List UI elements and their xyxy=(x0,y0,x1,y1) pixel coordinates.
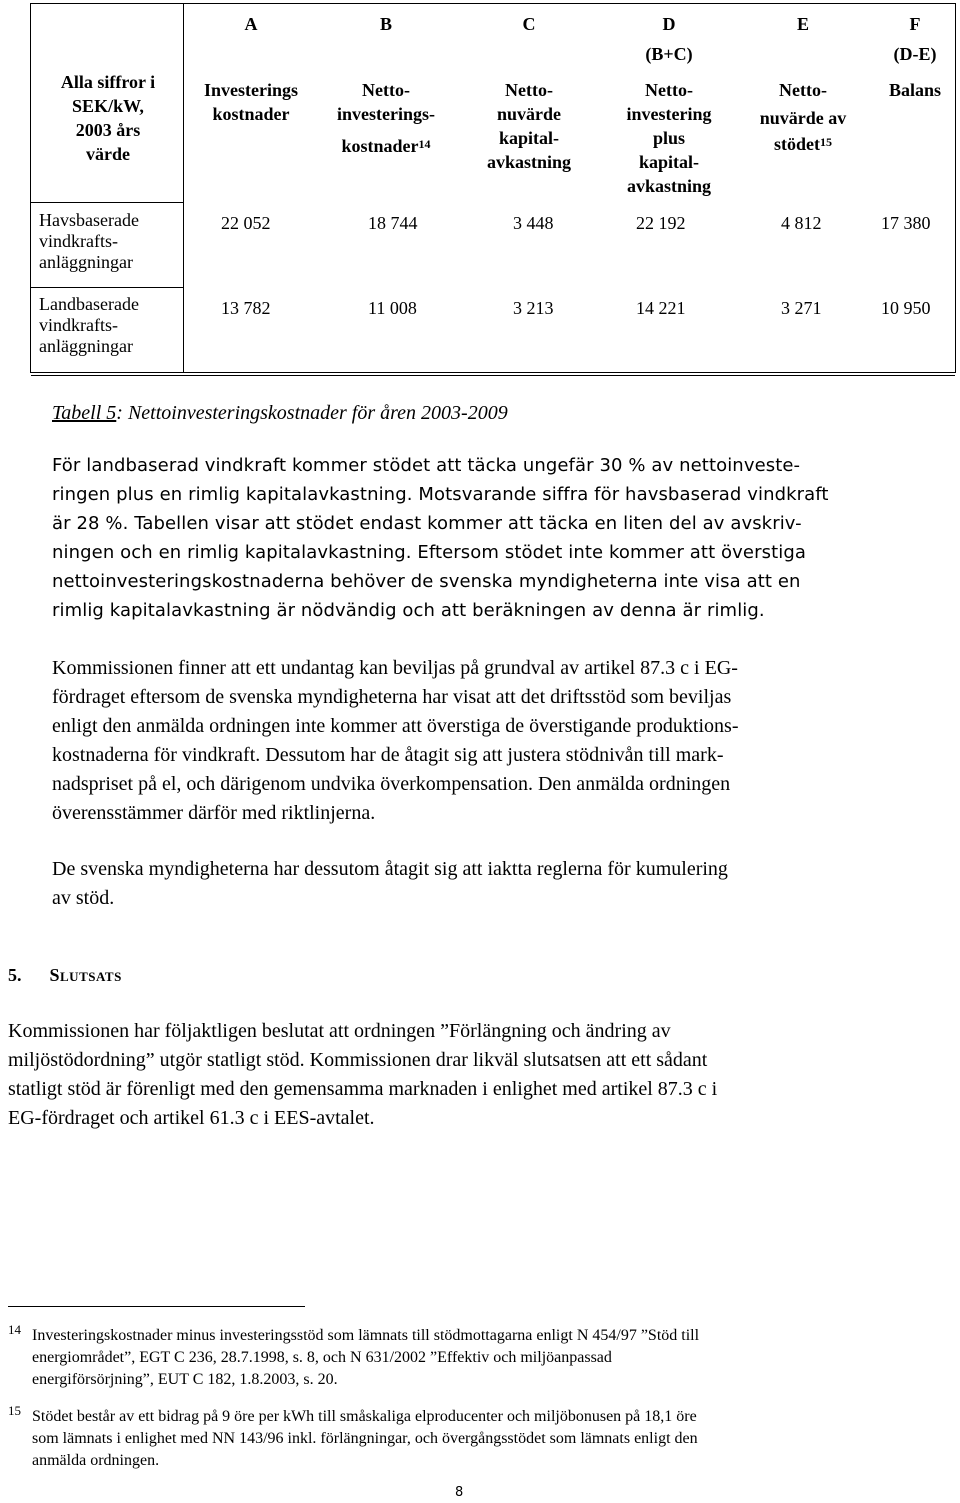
cell-offshore-f: 17 380 xyxy=(881,213,931,233)
footnote-ref-15: 15 xyxy=(820,135,832,149)
col-header-b: Netto- investerings- kostnader$^{14}$ xyxy=(337,80,435,156)
col-letter-f: F xyxy=(909,14,921,34)
cell-offshore-e: 4 812 xyxy=(781,213,822,233)
col-letter-e: E xyxy=(796,14,809,34)
cell-offshore-a: 22 052 xyxy=(221,213,271,233)
table-caption: Tabell 5: Nettoinvesteringskostnader för åren 2003-2009 xyxy=(52,402,508,424)
footnote-15: 15 Stödet består av ett bidrag på 9 öre per kWh till småskaliga elproducenter och miljöbonusen på 18,1 öre som lämnats i enlighet med NN 143/96 inkl. förlängningar, och övergångsstödet som lämnats enligt den anmälda ordningen. xyxy=(8,1403,698,1469)
cell-onshore-f: 10 950 xyxy=(881,298,931,318)
cell-onshore-b: 11 008 xyxy=(368,298,417,318)
col-formula-d: (B+C) xyxy=(645,44,693,64)
row-divider xyxy=(31,287,183,288)
col-header-a: Investerings kostnader xyxy=(204,80,298,124)
paragraph-cumulation: De svenska myndigheterna har dessutom åtagit sig att iaktta reglerna för kumulering av stöd. xyxy=(52,858,728,909)
footnote-14: 14 Investeringskostnader minus investeringsstöd som lämnats till stödmottagarna enligt N 454/97 ”Stöd till energiområdet”, EGT C 236, 28.7.1998, s. 8, och N 631/2002 ”Effektiv och miljöanpassad energiförsörjning”, EUT C 182, 1.8.2003, s. 20. xyxy=(8,1322,700,1388)
section-heading: 5. Slutsats xyxy=(8,965,122,985)
cell-onshore-e: 3 271 xyxy=(781,298,822,318)
col-letter-a: A xyxy=(244,14,258,34)
col-letter-c: C xyxy=(522,14,536,34)
paragraph-exemption: Kommissionen finner att ett undantag kan beviljas på grundval av artikel 87.3 c i EG- fördraget eftersom de svenska myndigheterna har visat att det driftsstöd som beviljas enligt den anmälda ordningen inte kommer att överstiga de överstigande produktions- kostnaderna för vindkraft. Dessutom har de åtagit sig att justera stödnivån till mark- nadspriset på el, och därigenom undvika överkompensation. Den anmälda ordningen överensstämmer därför med riktlinjerna. xyxy=(52,657,739,824)
row-label-onshore: Landbaserade vindkrafts- anläggningar xyxy=(39,294,139,356)
row-label-offshore: Havsbaserade vindkrafts- anläggningar xyxy=(39,210,139,272)
cell-onshore-a: 13 782 xyxy=(221,298,271,318)
cost-table xyxy=(30,3,956,373)
cell-offshore-c: 3 448 xyxy=(513,213,554,233)
cell-offshore-d: 22 192 xyxy=(636,213,686,233)
table-corner-label: Alla siffror i SEK/kW, 2003 års värde xyxy=(60,72,156,164)
footnote-ref-14: 14 xyxy=(418,137,431,151)
row-divider xyxy=(31,202,183,203)
paragraph-support-coverage: För landbaserad vindkraft kommer stödet att täcka ungefär 30 % av nettoinveste- ringen plus en rimlig kapitalavkastning. Motsvarande siffra för havsbaserad vindkraft är 28 %. Tabellen visar att stödet endast kommer att täcka en liten del av avskriv- ningen och en rimlig kapitalavkastning. Eftersom stödet inte kommer att överstiga nettoinvesteringskostnaderna behöver de svenska myndigheterna inte visa att en rimlig kapitalavkastning är nödvändig och att beräkningen av denna är rimlig. xyxy=(52,455,829,621)
cell-onshore-d: 14 221 xyxy=(636,298,686,318)
col-formula-f: (D-E) xyxy=(893,44,937,64)
col-letter-b: B xyxy=(379,14,392,34)
table-divider xyxy=(183,4,184,372)
page-number: 8 xyxy=(455,1485,464,1500)
paragraph-conclusion: Kommissionen har följaktligen beslutat att ordningen ”Förlängning och ändring av miljöstödordning” utgör statligt stöd. Kommissionen drar likväl slutsatsen att ett sådant statligt stöd är förenligt med den gemensamma marknaden i enlighet med artikel 87.3 c i EG-fördraget och artikel 61.3 c i EES-avtalet. xyxy=(8,1020,718,1129)
col-header-f: Balans xyxy=(888,80,942,100)
table-double-rule xyxy=(31,375,955,376)
col-letter-d: D xyxy=(662,14,676,34)
col-header-c: Netto- nuvärde kapital- avkastning xyxy=(486,80,572,172)
cell-offshore-b: 18 744 xyxy=(368,213,418,233)
col-header-d: Netto- investering plus kapital- avkastning xyxy=(626,80,712,196)
cell-onshore-c: 3 213 xyxy=(513,298,554,318)
footnote-separator xyxy=(8,1306,305,1307)
col-header-e: Netto- nuvärde av stödet$^{15}$ xyxy=(759,80,847,154)
